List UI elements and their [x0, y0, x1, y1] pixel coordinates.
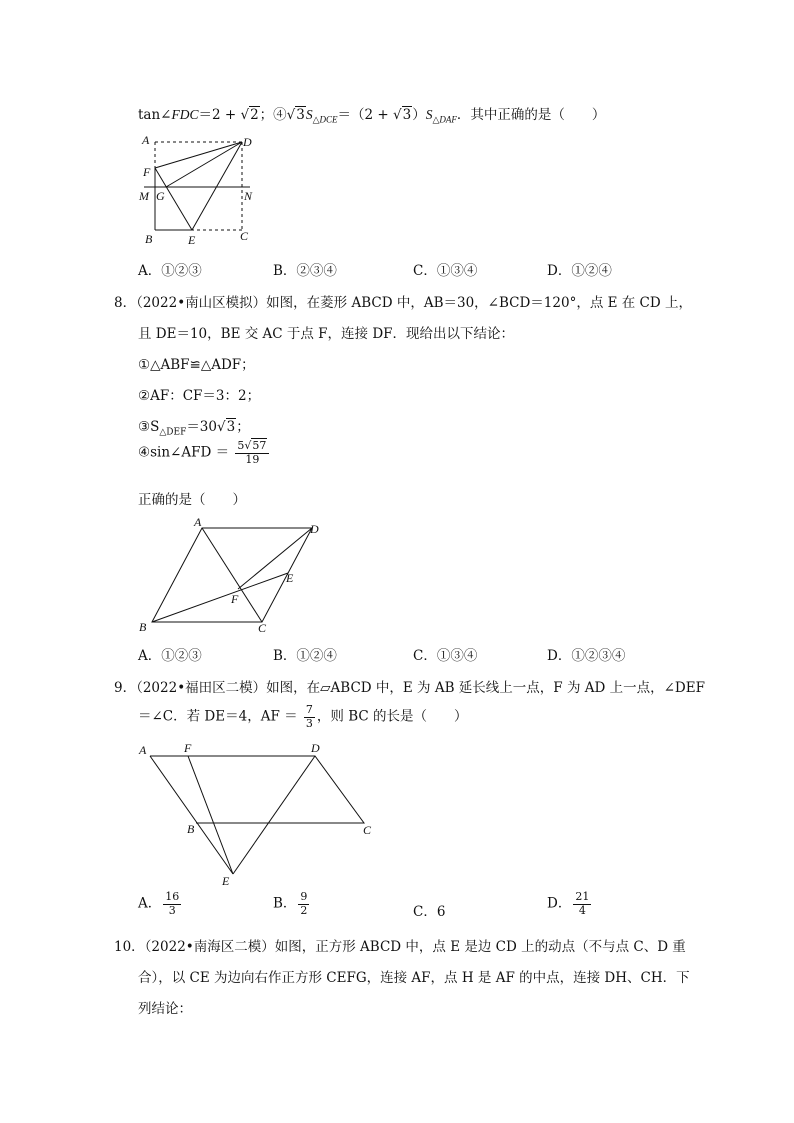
q9-af-denominator: 3	[305, 716, 313, 730]
q9-label-f: F	[184, 741, 192, 755]
q8-c4-radicand: 57	[252, 439, 267, 452]
q7-label-b: B	[145, 232, 153, 246]
sqrt-symbol: √	[240, 107, 250, 123]
q8-label-e: E	[286, 571, 294, 585]
q8-line-be	[152, 573, 288, 622]
q8-c3-text: ＝30	[186, 419, 217, 435]
q8-line-df	[238, 528, 312, 589]
q7-text: ＝2 +	[198, 107, 241, 123]
q9-af-numerator: 7	[305, 703, 313, 716]
q8-c3-radicand: 3	[226, 419, 236, 435]
q9-option-a[interactable]	[138, 891, 183, 917]
q8-label-f: F	[231, 592, 239, 606]
q7-text: ）	[412, 107, 426, 123]
sqrt-symbol: √	[217, 419, 226, 435]
q7-label-d: D	[243, 135, 252, 149]
q10-line-1: 10．（2022•南海区二模）如图，正方形 ABCD 中，点 E 是边 CD 上的动点（不与点 C、D 重	[114, 939, 686, 955]
q7-option-d[interactable]: D．①②④	[547, 263, 612, 279]
q7-text: ．其中正确的是（ ）	[456, 107, 606, 123]
q8-c4-coef: 5	[237, 439, 245, 452]
q8-conclusion-2: ②AF：CF＝3：2；	[138, 388, 261, 404]
q10-line-3: 列结论：	[138, 1001, 192, 1017]
q7-area-s: S	[305, 107, 313, 122]
q9-option-b-letter: B．	[273, 895, 297, 912]
q9-option-b-denominator: 2	[300, 903, 308, 917]
q8-label-c: C	[258, 621, 267, 635]
q7-label-g: G	[156, 189, 165, 203]
q7-angle-name: FDC	[171, 107, 199, 122]
q9-label-e: E	[222, 874, 230, 888]
q8-figure	[130, 510, 340, 638]
q8-line-2: 且 DE＝10，BE 交 AC 于点 F，连接 DF．现给出以下结论：	[138, 326, 515, 342]
q7-area-sub: △DAF	[432, 114, 457, 125]
q9-line-fe	[188, 756, 233, 874]
q8-conclusion-3	[138, 415, 250, 438]
q8-conclusion-1: ①△ABF≌△ADF；	[138, 357, 255, 373]
q9-text: ，则 BC 的长是（ ）	[316, 708, 468, 725]
q7-label-a: A	[142, 133, 150, 147]
q7-label-m: M	[139, 189, 149, 203]
q9-line-2	[138, 704, 468, 730]
q7-label-f: F	[143, 165, 151, 179]
q8-c4-numerator: 5√57	[235, 440, 269, 454]
q9-line-ae	[150, 756, 233, 874]
q8-line-1: 8．（2022•南山区模拟）如图，在菱形 ABCD 中，AB＝30，∠BCD＝120°，点 E 在 CD 上，	[114, 295, 692, 311]
q9-option-d-letter: D．	[547, 895, 572, 912]
q7-radicand: 3	[402, 107, 412, 123]
q9-option-d-fraction	[573, 891, 591, 917]
q8-c3-text: ③S	[138, 419, 160, 435]
q7-option-c[interactable]: C．①③④	[413, 263, 478, 279]
q8-c4-denominator: 19	[245, 452, 260, 466]
q9-text: ＝∠C．若 DE＝4，AF ＝	[138, 708, 302, 725]
q8-conclusion-4	[138, 440, 271, 466]
q8-option-c[interactable]: C．①③④	[413, 648, 478, 664]
q7-label-n: N	[244, 189, 253, 203]
q9-label-b: B	[187, 822, 195, 836]
q8-option-d[interactable]: D．①②③④	[547, 648, 626, 664]
q8-label-b: B	[139, 620, 147, 634]
q9-figure	[130, 737, 390, 892]
q9-line-ed	[233, 756, 315, 874]
sqrt-symbol: √	[393, 107, 402, 123]
q7-text: tan∠	[138, 107, 172, 123]
q9-line-1: 9．（2022•福田区二模）如图，在▱ABCD 中，E 为 AB 延长线上一点，F 为 AD 上一点，∠DEF	[114, 680, 705, 696]
q9-option-c[interactable]: C．6	[413, 904, 446, 920]
q9-option-a-fraction	[163, 891, 181, 917]
q9-label-a: A	[139, 743, 147, 757]
q8-c4-text: ④sin∠AFD ＝	[138, 444, 234, 461]
q8-label-a: A	[194, 515, 202, 529]
q7-text: ＝（2 +	[337, 107, 394, 123]
q8-label-d: D	[310, 522, 319, 536]
q10-line-2: 合），以 CE 为边向右作正方形 CEFG，连接 AF，点 H 是 AF 的中点，连接 DH、CH．下	[138, 970, 690, 986]
q9-label-d: D	[311, 741, 320, 755]
q8-question: 正确的是（ ）	[138, 492, 246, 508]
q9-af-fraction	[304, 704, 315, 730]
q7-label-e: E	[188, 233, 196, 247]
q7-option-a[interactable]: A．①②③	[138, 263, 202, 279]
q9-option-b-fraction	[298, 891, 309, 917]
q7-text: ；④	[259, 107, 287, 123]
q9-option-d-denominator: 4	[578, 903, 586, 917]
q7-area-sub: △DCE	[312, 114, 338, 125]
q9-option-a-numerator: 16	[165, 890, 180, 903]
q8-option-a[interactable]: A．①②③	[138, 648, 202, 664]
q9-parallelogram	[150, 756, 364, 823]
q9-option-d[interactable]	[547, 891, 593, 917]
q9-label-c: C	[363, 823, 372, 837]
q9-option-a-letter: A．	[138, 895, 162, 912]
q7-area-s: S	[425, 107, 433, 122]
q9-option-b-numerator: 9	[300, 890, 308, 903]
q8-c3-sub: △DEF	[159, 427, 187, 438]
q7-line-gd	[166, 142, 242, 187]
q9-option-b[interactable]	[273, 891, 311, 917]
q7-option-b[interactable]: B．②③④	[273, 263, 337, 279]
q8-c4-fraction	[235, 440, 269, 466]
q7-tail-line	[138, 103, 605, 126]
q7-radicand: 3	[296, 107, 305, 123]
q7-figure	[130, 130, 270, 250]
q8-diagonal-ac	[202, 528, 262, 622]
q7-label-c: C	[240, 229, 249, 243]
sqrt-symbol: √	[286, 107, 296, 123]
q9-option-a-denominator: 3	[168, 903, 176, 917]
q8-option-b[interactable]: B．①②④	[273, 648, 337, 664]
q9-option-d-numerator: 21	[575, 890, 590, 903]
q7-radicand: 2	[250, 107, 259, 123]
q8-c3-text: ；	[236, 419, 250, 435]
